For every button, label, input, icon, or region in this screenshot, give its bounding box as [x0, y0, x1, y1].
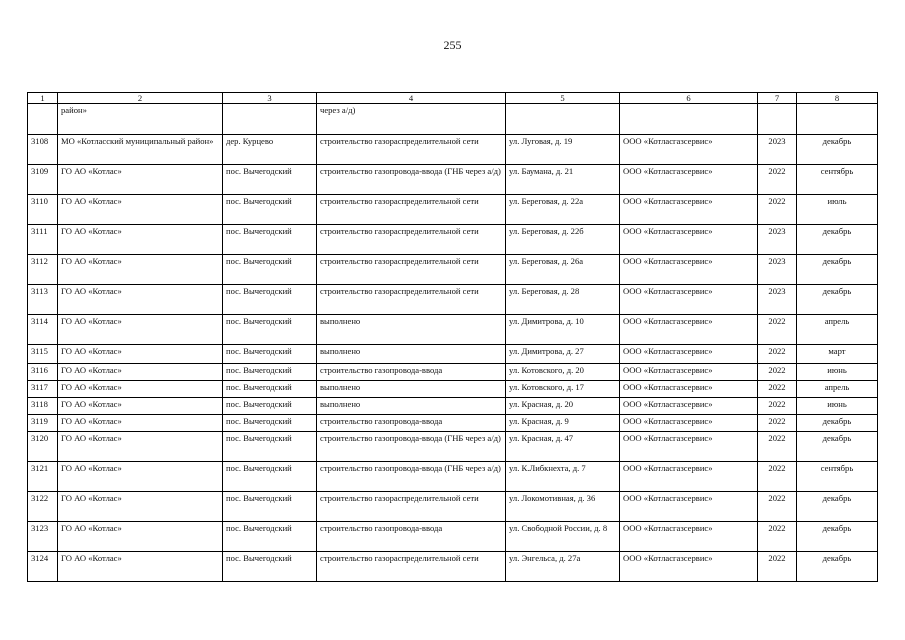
- cell-address: ул. Баумана, д. 21: [506, 165, 620, 195]
- cell-month: декабрь: [797, 432, 878, 462]
- cell-year: 2022: [758, 552, 797, 582]
- table-row: [28, 364, 878, 381]
- cell-address: ул. Береговая, д. 28: [506, 285, 620, 315]
- cell-year: 2022: [758, 165, 797, 195]
- cell-year: 2022: [758, 364, 797, 381]
- cell-settlement: [223, 104, 317, 135]
- cell-month: июль: [797, 195, 878, 225]
- cell-settlement: пос. Вычегодский: [223, 315, 317, 345]
- table-row: [28, 432, 878, 462]
- cell-year: 2023: [758, 225, 797, 255]
- table-row: [28, 135, 878, 165]
- cell-municipality: ГО АО «Котлас»: [58, 381, 223, 398]
- column-header: 2: [58, 93, 223, 104]
- table-row: [28, 255, 878, 285]
- cell-municipality: ГО АО «Котлас»: [58, 552, 223, 582]
- cell-municipality: ГО АО «Котлас»: [58, 415, 223, 432]
- cell-num: 3120: [28, 432, 58, 462]
- cell-address: ул. Димитрова, д. 27: [506, 345, 620, 364]
- cell-address: ул. Котовского, д. 20: [506, 364, 620, 381]
- cell-org: ООО «Котласгазсервис»: [620, 415, 758, 432]
- cell-settlement: пос. Вычегодский: [223, 255, 317, 285]
- cell-settlement: пос. Вычегодский: [223, 364, 317, 381]
- cell-num: 3113: [28, 285, 58, 315]
- cell-num: 3119: [28, 415, 58, 432]
- cell-settlement: дер. Курцево: [223, 135, 317, 165]
- page-number: 255: [443, 38, 462, 52]
- cell-month: июнь: [797, 364, 878, 381]
- table-row: [28, 315, 878, 345]
- cell-municipality: ГО АО «Котлас»: [58, 398, 223, 415]
- cell-month: декабрь: [797, 135, 878, 165]
- cell-year: [758, 104, 797, 135]
- cell-month: сентябрь: [797, 462, 878, 492]
- cell-municipality: ГО АО «Котлас»: [58, 364, 223, 381]
- table-row: [28, 225, 878, 255]
- cell-work: выполнено: [317, 381, 506, 398]
- cell-num: 3122: [28, 492, 58, 522]
- cell-address: ул. К.Либкнехта, д. 7: [506, 462, 620, 492]
- cell-work: выполнено: [317, 345, 506, 364]
- cell-org: ООО «Котласгазсервис»: [620, 552, 758, 582]
- cell-address: ул. Береговая, д. 26а: [506, 255, 620, 285]
- cell-num: 3118: [28, 398, 58, 415]
- cell-municipality: ГО АО «Котлас»: [58, 492, 223, 522]
- cell-settlement: пос. Вычегодский: [223, 195, 317, 225]
- cell-work: строительство газораспределительной сети: [317, 225, 506, 255]
- cell-settlement: пос. Вычегодский: [223, 345, 317, 364]
- table-row: [28, 165, 878, 195]
- cell-work: строительство газораспределительной сети: [317, 492, 506, 522]
- cell-org: ООО «Котласгазсервис»: [620, 165, 758, 195]
- table-row: [28, 462, 878, 492]
- cell-org: ООО «Котласгазсервис»: [620, 135, 758, 165]
- column-header: 8: [797, 93, 878, 104]
- cell-org: ООО «Котласгазсервис»: [620, 381, 758, 398]
- cell-municipality: ГО АО «Котлас»: [58, 522, 223, 552]
- cell-work: строительство газопровода-ввода: [317, 364, 506, 381]
- cell-work: строительство газопровода-ввода: [317, 522, 506, 552]
- cell-work: строительство газопровода-ввода (ГНБ через а/д): [317, 165, 506, 195]
- cell-month: декабрь: [797, 552, 878, 582]
- cell-month: декабрь: [797, 255, 878, 285]
- cell-address: [506, 104, 620, 135]
- cell-year: 2023: [758, 135, 797, 165]
- cell-month: декабрь: [797, 415, 878, 432]
- cell-org: ООО «Котласгазсервис»: [620, 364, 758, 381]
- cell-month: декабрь: [797, 285, 878, 315]
- cell-year: 2022: [758, 522, 797, 552]
- cell-address: ул. Красная, д. 20: [506, 398, 620, 415]
- cell-year: 2022: [758, 381, 797, 398]
- cell-address: ул. Димитрова, д. 10: [506, 315, 620, 345]
- column-number-row: [28, 93, 878, 104]
- cell-settlement: пос. Вычегодский: [223, 415, 317, 432]
- registry-table: [27, 92, 878, 582]
- continuation-row: [28, 104, 878, 135]
- cell-num: 3121: [28, 462, 58, 492]
- cell-num: 3116: [28, 364, 58, 381]
- cell-settlement: пос. Вычегодский: [223, 398, 317, 415]
- cell-num: 3110: [28, 195, 58, 225]
- cell-org: ООО «Котласгазсервис»: [620, 345, 758, 364]
- cell-org: ООО «Котласгазсервис»: [620, 492, 758, 522]
- cell-work: строительство газопровода-ввода (ГНБ через а/д): [317, 462, 506, 492]
- cell-address: ул. Энгельса, д. 27а: [506, 552, 620, 582]
- cell-work: строительство газораспределительной сети: [317, 552, 506, 582]
- cell-num: 3109: [28, 165, 58, 195]
- cell-num: 3115: [28, 345, 58, 364]
- cell-month: сентябрь: [797, 165, 878, 195]
- cell-year: 2022: [758, 195, 797, 225]
- cell-month: декабрь: [797, 522, 878, 552]
- cell-org: ООО «Котласгазсервис»: [620, 398, 758, 415]
- cell-year: 2022: [758, 345, 797, 364]
- cell-month: апрель: [797, 315, 878, 345]
- cell-month: март: [797, 345, 878, 364]
- cell-settlement: пос. Вычегодский: [223, 432, 317, 462]
- table-row: [28, 285, 878, 315]
- table-row: [28, 381, 878, 398]
- cell-num: 3117: [28, 381, 58, 398]
- cell-municipality: ГО АО «Котлас»: [58, 315, 223, 345]
- cell-year: 2022: [758, 315, 797, 345]
- cell-org: ООО «Котласгазсервис»: [620, 285, 758, 315]
- cell-work: строительство газораспределительной сети: [317, 255, 506, 285]
- column-header: 7: [758, 93, 797, 104]
- table-row: [28, 552, 878, 582]
- cell-settlement: пос. Вычегодский: [223, 165, 317, 195]
- cell-work: строительство газопровода-ввода (ГНБ через а/д): [317, 432, 506, 462]
- cell-address: ул. Котовского, д. 17: [506, 381, 620, 398]
- cell-org: ООО «Котласгазсервис»: [620, 255, 758, 285]
- table-row: [28, 522, 878, 552]
- cell-address: ул. Береговая, д. 22б: [506, 225, 620, 255]
- cell-org: [620, 104, 758, 135]
- cell-org: ООО «Котласгазсервис»: [620, 462, 758, 492]
- cell-month: апрель: [797, 381, 878, 398]
- column-header: 3: [223, 93, 317, 104]
- cell-num: 3111: [28, 225, 58, 255]
- cell-municipality: ГО АО «Котлас»: [58, 165, 223, 195]
- cell-municipality: МО «Котласский муниципальный район»: [58, 135, 223, 165]
- cell-work: через а/д): [317, 104, 506, 135]
- cell-year: 2022: [758, 462, 797, 492]
- cell-address: ул. Красная, д. 9: [506, 415, 620, 432]
- cell-settlement: пос. Вычегодский: [223, 285, 317, 315]
- cell-year: 2022: [758, 415, 797, 432]
- cell-municipality: ГО АО «Котлас»: [58, 462, 223, 492]
- cell-year: 2022: [758, 432, 797, 462]
- cell-municipality: ГО АО «Котлас»: [58, 255, 223, 285]
- cell-municipality: ГО АО «Котлас»: [58, 285, 223, 315]
- column-header: 6: [620, 93, 758, 104]
- cell-year: 2023: [758, 255, 797, 285]
- column-header: 1: [28, 93, 58, 104]
- cell-address: ул. Локомотивная, д. 36: [506, 492, 620, 522]
- cell-org: ООО «Котласгазсервис»: [620, 225, 758, 255]
- cell-municipality: район»: [58, 104, 223, 135]
- cell-year: 2023: [758, 285, 797, 315]
- cell-month: декабрь: [797, 225, 878, 255]
- cell-work: выполнено: [317, 315, 506, 345]
- cell-num: 3114: [28, 315, 58, 345]
- table-row: [28, 195, 878, 225]
- cell-work: строительство газораспределительной сети: [317, 135, 506, 165]
- cell-org: ООО «Котласгазсервис»: [620, 432, 758, 462]
- cell-num: [28, 104, 58, 135]
- cell-address: ул. Свободной России, д. 8: [506, 522, 620, 552]
- cell-settlement: пос. Вычегодский: [223, 462, 317, 492]
- cell-settlement: пос. Вычегодский: [223, 522, 317, 552]
- column-header: 4: [317, 93, 506, 104]
- table-row: [28, 398, 878, 415]
- cell-num: 3108: [28, 135, 58, 165]
- cell-address: ул. Красная, д. 47: [506, 432, 620, 462]
- cell-num: 3124: [28, 552, 58, 582]
- cell-work: выполнено: [317, 398, 506, 415]
- table-row: [28, 345, 878, 364]
- cell-org: ООО «Котласгазсервис»: [620, 522, 758, 552]
- cell-month: июнь: [797, 398, 878, 415]
- column-header: 5: [506, 93, 620, 104]
- cell-num: 3112: [28, 255, 58, 285]
- cell-settlement: пос. Вычегодский: [223, 381, 317, 398]
- cell-month: [797, 104, 878, 135]
- cell-municipality: ГО АО «Котлас»: [58, 225, 223, 255]
- cell-year: 2022: [758, 398, 797, 415]
- table-row: [28, 415, 878, 432]
- cell-settlement: пос. Вычегодский: [223, 552, 317, 582]
- cell-settlement: пос. Вычегодский: [223, 492, 317, 522]
- cell-address: ул. Береговая, д. 22а: [506, 195, 620, 225]
- cell-settlement: пос. Вычегодский: [223, 225, 317, 255]
- cell-work: строительство газораспределительной сети: [317, 285, 506, 315]
- cell-work: строительство газопровода-ввода: [317, 415, 506, 432]
- table-row: [28, 492, 878, 522]
- cell-municipality: ГО АО «Котлас»: [58, 195, 223, 225]
- cell-org: ООО «Котласгазсервис»: [620, 315, 758, 345]
- cell-month: декабрь: [797, 492, 878, 522]
- cell-num: 3123: [28, 522, 58, 552]
- cell-municipality: ГО АО «Котлас»: [58, 432, 223, 462]
- cell-municipality: ГО АО «Котлас»: [58, 345, 223, 364]
- cell-org: ООО «Котласгазсервис»: [620, 195, 758, 225]
- cell-address: ул. Луговая, д. 19: [506, 135, 620, 165]
- cell-year: 2022: [758, 492, 797, 522]
- cell-work: строительство газораспределительной сети: [317, 195, 506, 225]
